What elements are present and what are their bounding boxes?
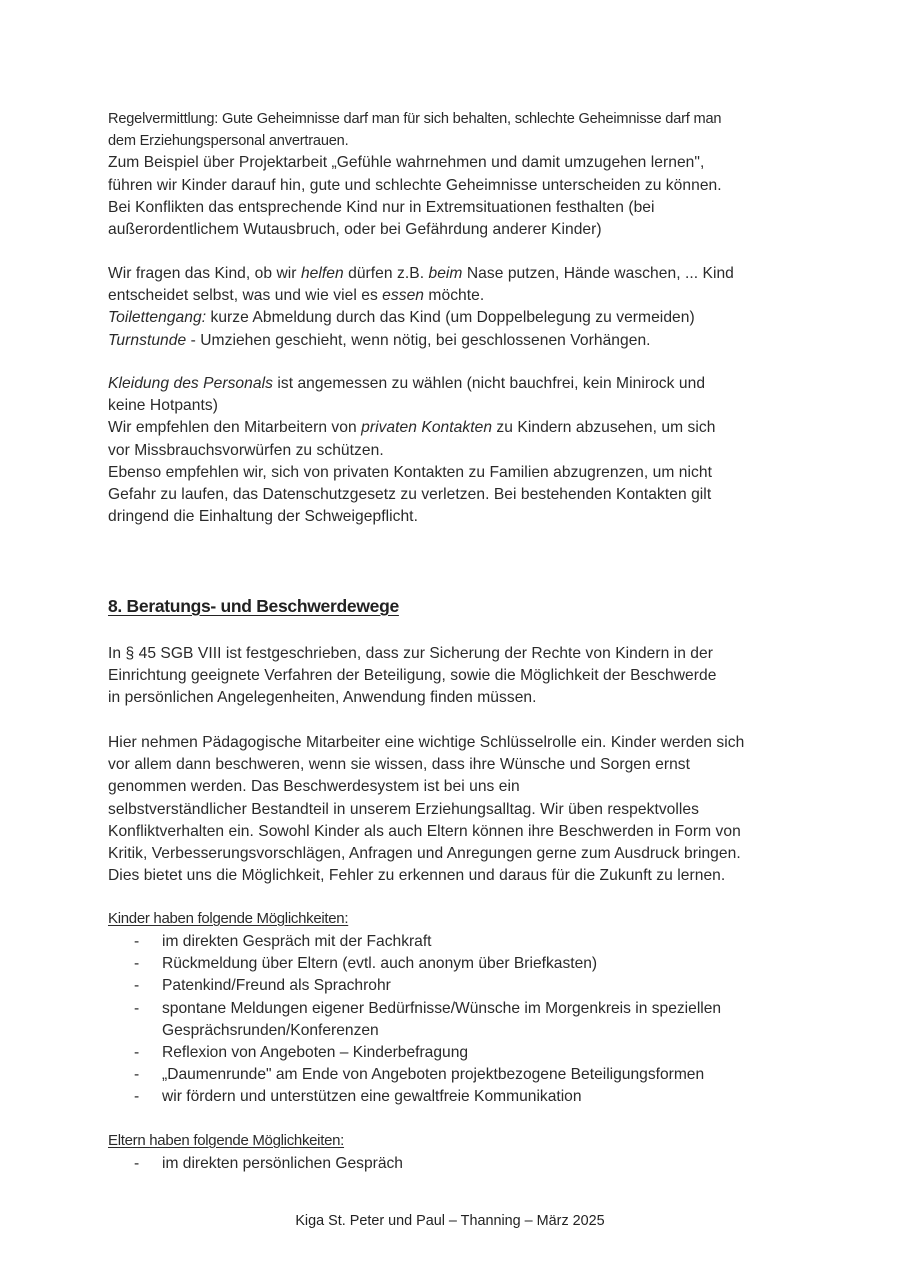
text-line: Wir empfehlen den Mitarbeitern von privaten Kontakten zu Kindern abzusehen, um sich xyxy=(108,419,716,437)
section-heading: 8. Beratungs- und Beschwerdewege xyxy=(108,596,399,616)
text-line: außerordentlichem Wutausbruch, oder bei Gefährdung anderer Kinder) xyxy=(108,221,602,239)
text-line: vor allem dann beschweren, wenn sie wissen, dass ihre Wünsche und Sorgen ernst xyxy=(108,756,691,774)
dash-bullet: - xyxy=(134,933,140,950)
text-line: Hier nehmen Pädagogische Mitarbeiter eine wichtige Schlüsselrolle ein. Kinder werden sich xyxy=(108,734,745,751)
children-options-list xyxy=(108,931,808,1109)
text-line: Einrichtung geeignete Verfahren der Beteiligung, sowie die Möglichkeit der Beschwerde xyxy=(108,667,717,685)
text-line: in persönlichen Angelegenheiten, Anwendung finden müssen. xyxy=(108,689,537,707)
text-line: Turnstunde - Umziehen geschieht, wenn nötig, bei geschlossenen Vorhängen. xyxy=(108,331,651,349)
text-line: führen wir Kinder darauf hin, gute und schlechte Geheimnisse unterscheiden zu können. xyxy=(108,176,722,194)
text-line: entscheidet selbst, was und wie viel es essen möchte. xyxy=(108,287,485,305)
list-item: - im direkten Gespräch mit der Fachkraft xyxy=(108,931,808,953)
list-item: - spontane Meldungen eigener Bedürfnisse/Wünsche im Morgenkreis in speziellen xyxy=(108,998,808,1020)
paragraph-help xyxy=(108,263,798,352)
text-line: Gefahr zu laufen, das Datenschutzgesetz zu verletzen. Bei bestehenden Kontakten gilt xyxy=(108,486,712,504)
paragraph-complaints xyxy=(108,732,798,887)
parents-options-list xyxy=(108,1153,808,1175)
list-item: - „Daumenrunde" am Ende von Angeboten projektbezogene Beteiligungsformen xyxy=(108,1064,808,1086)
children-options-heading: Kinder haben folgende Möglichkeiten: xyxy=(108,910,349,927)
parents-options-heading: Eltern haben folgende Möglichkeiten: xyxy=(108,1132,345,1149)
text-line: Zum Beispiel über Projektarbeit „Gefühle wahrnehmen und damit umzugehen lernen", xyxy=(108,154,705,172)
text-line: dringend die Einhaltung der Schweigepflicht. xyxy=(108,508,418,526)
text-line: Ebenso empfehlen wir, sich von privaten Kontakten zu Familien abzugrenzen, um nicht xyxy=(108,463,712,481)
text-line: keine Hotpants) xyxy=(108,397,218,415)
text-line: Bei Konflikten das entsprechende Kind nur in Extremsituationen festhalten (bei xyxy=(108,198,655,216)
paragraph-law xyxy=(108,643,798,710)
list-item: - Reflexion von Angeboten – Kinderbefragung xyxy=(108,1042,808,1064)
text-line: Konfliktverhalten ein. Sowohl Kinder als auch Eltern können ihre Beschwerden in Form von xyxy=(108,822,741,840)
text-line: Kritik, Verbesserungsvorschlägen, Anfragen und Anregungen gerne zum Ausdruck bringen. xyxy=(108,845,741,863)
paragraph-rules xyxy=(108,108,798,241)
text-line: selbstverständlicher Bestandteil in unserem Erziehungsalltag. Wir üben respektvolles xyxy=(108,800,699,818)
list-item: - im direkten persönlichen Gespräch xyxy=(108,1153,808,1175)
text-line: Toilettengang: kurze Abmeldung durch das Kind (um Doppelbelegung zu vermeiden) xyxy=(108,309,695,327)
list-item: - Rückmeldung über Eltern (evtl. auch anonym über Briefkasten) xyxy=(108,953,808,975)
text-line: Kleidung des Personals ist angemessen zu wählen (nicht bauchfrei, kein Minirock und xyxy=(108,375,706,392)
page-footer: Kiga St. Peter und Paul – Thanning – März 2025 xyxy=(295,1213,605,1229)
dash-bullet: - xyxy=(134,999,140,1017)
text-line: Wir fragen das Kind, ob wir helfen dürfen z.B. beim Nase putzen, Hände waschen, ... Kind xyxy=(108,265,734,282)
list-item-continuation: Gesprächsrunden/Konferenzen xyxy=(162,1021,379,1039)
dash-bullet: - xyxy=(134,955,140,973)
dash-bullet: - xyxy=(134,1066,140,1084)
text-line: genommen werden. Das Beschwerdesystem ist bei uns ein xyxy=(108,778,520,796)
list-item: - wir fördern und unterstützen eine gewaltfreie Kommunikation xyxy=(108,1086,808,1108)
paragraph-staff xyxy=(108,373,798,528)
list-item: - Patenkind/Freund als Sprachrohr xyxy=(108,975,808,997)
dash-bullet: - xyxy=(134,1155,140,1172)
dash-bullet: - xyxy=(134,977,140,995)
text-line: Dies bietet uns die Möglichkeit, Fehler zu erkennen und daraus für die Zukunft zu lernen. xyxy=(108,867,726,885)
text-line: In § 45 SGB VIII ist festgeschrieben, dass zur Sicherung der Rechte von Kindern in der xyxy=(108,645,713,662)
text-line: Regelvermittlung: Gute Geheimnisse darf man für sich behalten, schlechte Geheimnisse darf man xyxy=(108,111,722,127)
dash-bullet: - xyxy=(134,1088,140,1106)
dash-bullet: - xyxy=(134,1044,140,1062)
text-line: dem Erziehungspersonal anvertrauen. xyxy=(108,133,349,150)
text-line: vor Missbrauchsvorwürfen zu schützen. xyxy=(108,441,384,459)
